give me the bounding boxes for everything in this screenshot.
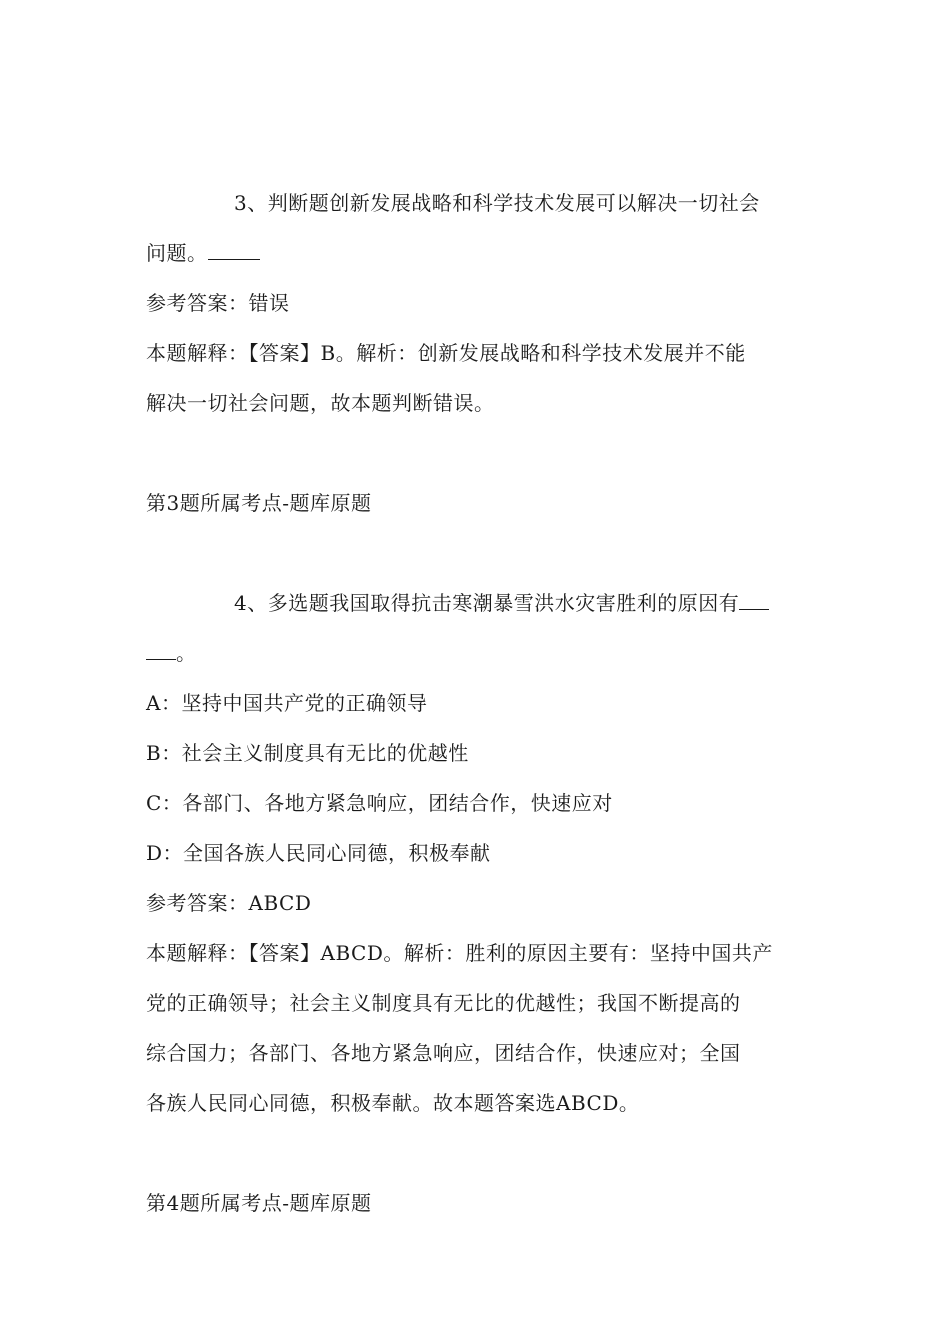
q3-explanation-line2: 解决一切社会问题，故本题判断错误。 bbox=[146, 391, 495, 415]
q3-answer-value: 错误 bbox=[248, 291, 290, 315]
q4-option-b: B：社会主义制度具有无比的优越性 bbox=[146, 741, 469, 765]
q4-stem-end: 。 bbox=[176, 641, 197, 665]
q4-answer-blank-start bbox=[739, 591, 769, 610]
q4-explanation-line1: 本题解释：【答案】ABCD。解析：胜利的原因主要有：坚持中国共产 bbox=[146, 941, 773, 965]
q4-explanation-line3: 综合国力；各部门、各地方紧急响应，团结合作，快速应对；全国 bbox=[146, 1041, 741, 1065]
document-body bbox=[146, 178, 806, 1228]
q4-answer-value: ABCD bbox=[248, 891, 312, 915]
q4-option-c: C：各部门、各地方紧急响应，团结合作，快速应对 bbox=[146, 791, 613, 815]
q3-explanation-line1: 本题解释：【答案】B。解析：创新发展战略和科学技术发展并不能 bbox=[146, 341, 746, 365]
q4-topic: 第4题所属考点-题库原题 bbox=[146, 1191, 372, 1215]
q3-answer-blank bbox=[208, 241, 260, 260]
q4-stem-text: 4、多选题我国取得抗击寒潮暴雪洪水灾害胜利的原因有 bbox=[234, 591, 740, 615]
q4-answer bbox=[146, 878, 806, 928]
q3-stem-text: 3、判断题创新发展战略和科学技术发展可以解决一切社会 bbox=[234, 191, 760, 215]
q3-answer bbox=[146, 278, 806, 328]
q3-topic: 第3题所属考点-题库原题 bbox=[146, 491, 372, 515]
q4-answer-blank-end bbox=[146, 641, 176, 660]
q3-stem-end: 问题。 bbox=[146, 241, 208, 265]
spacer bbox=[146, 428, 806, 478]
q4-stem-line1 bbox=[146, 578, 806, 628]
q4-option-d: D：全国各族人民同心同德，积极奉献 bbox=[146, 841, 491, 865]
q4-explanation-line2: 党的正确领导；社会主义制度具有无比的优越性；我国不断提高的 bbox=[146, 991, 741, 1015]
q4-option-a: A：坚持中国共产党的正确领导 bbox=[146, 691, 428, 715]
q4-explanation-line4: 各族人民同心同德，积极奉献。故本题答案选ABCD。 bbox=[146, 1091, 640, 1115]
q3-stem-line1 bbox=[146, 178, 806, 228]
q3-answer-label: 参考答案： bbox=[146, 291, 249, 315]
q4-stem-line2 bbox=[146, 628, 806, 678]
q4-answer-label: 参考答案： bbox=[146, 891, 249, 915]
spacer bbox=[146, 528, 806, 578]
q3-stem-line2 bbox=[146, 228, 806, 278]
spacer bbox=[146, 1128, 806, 1178]
